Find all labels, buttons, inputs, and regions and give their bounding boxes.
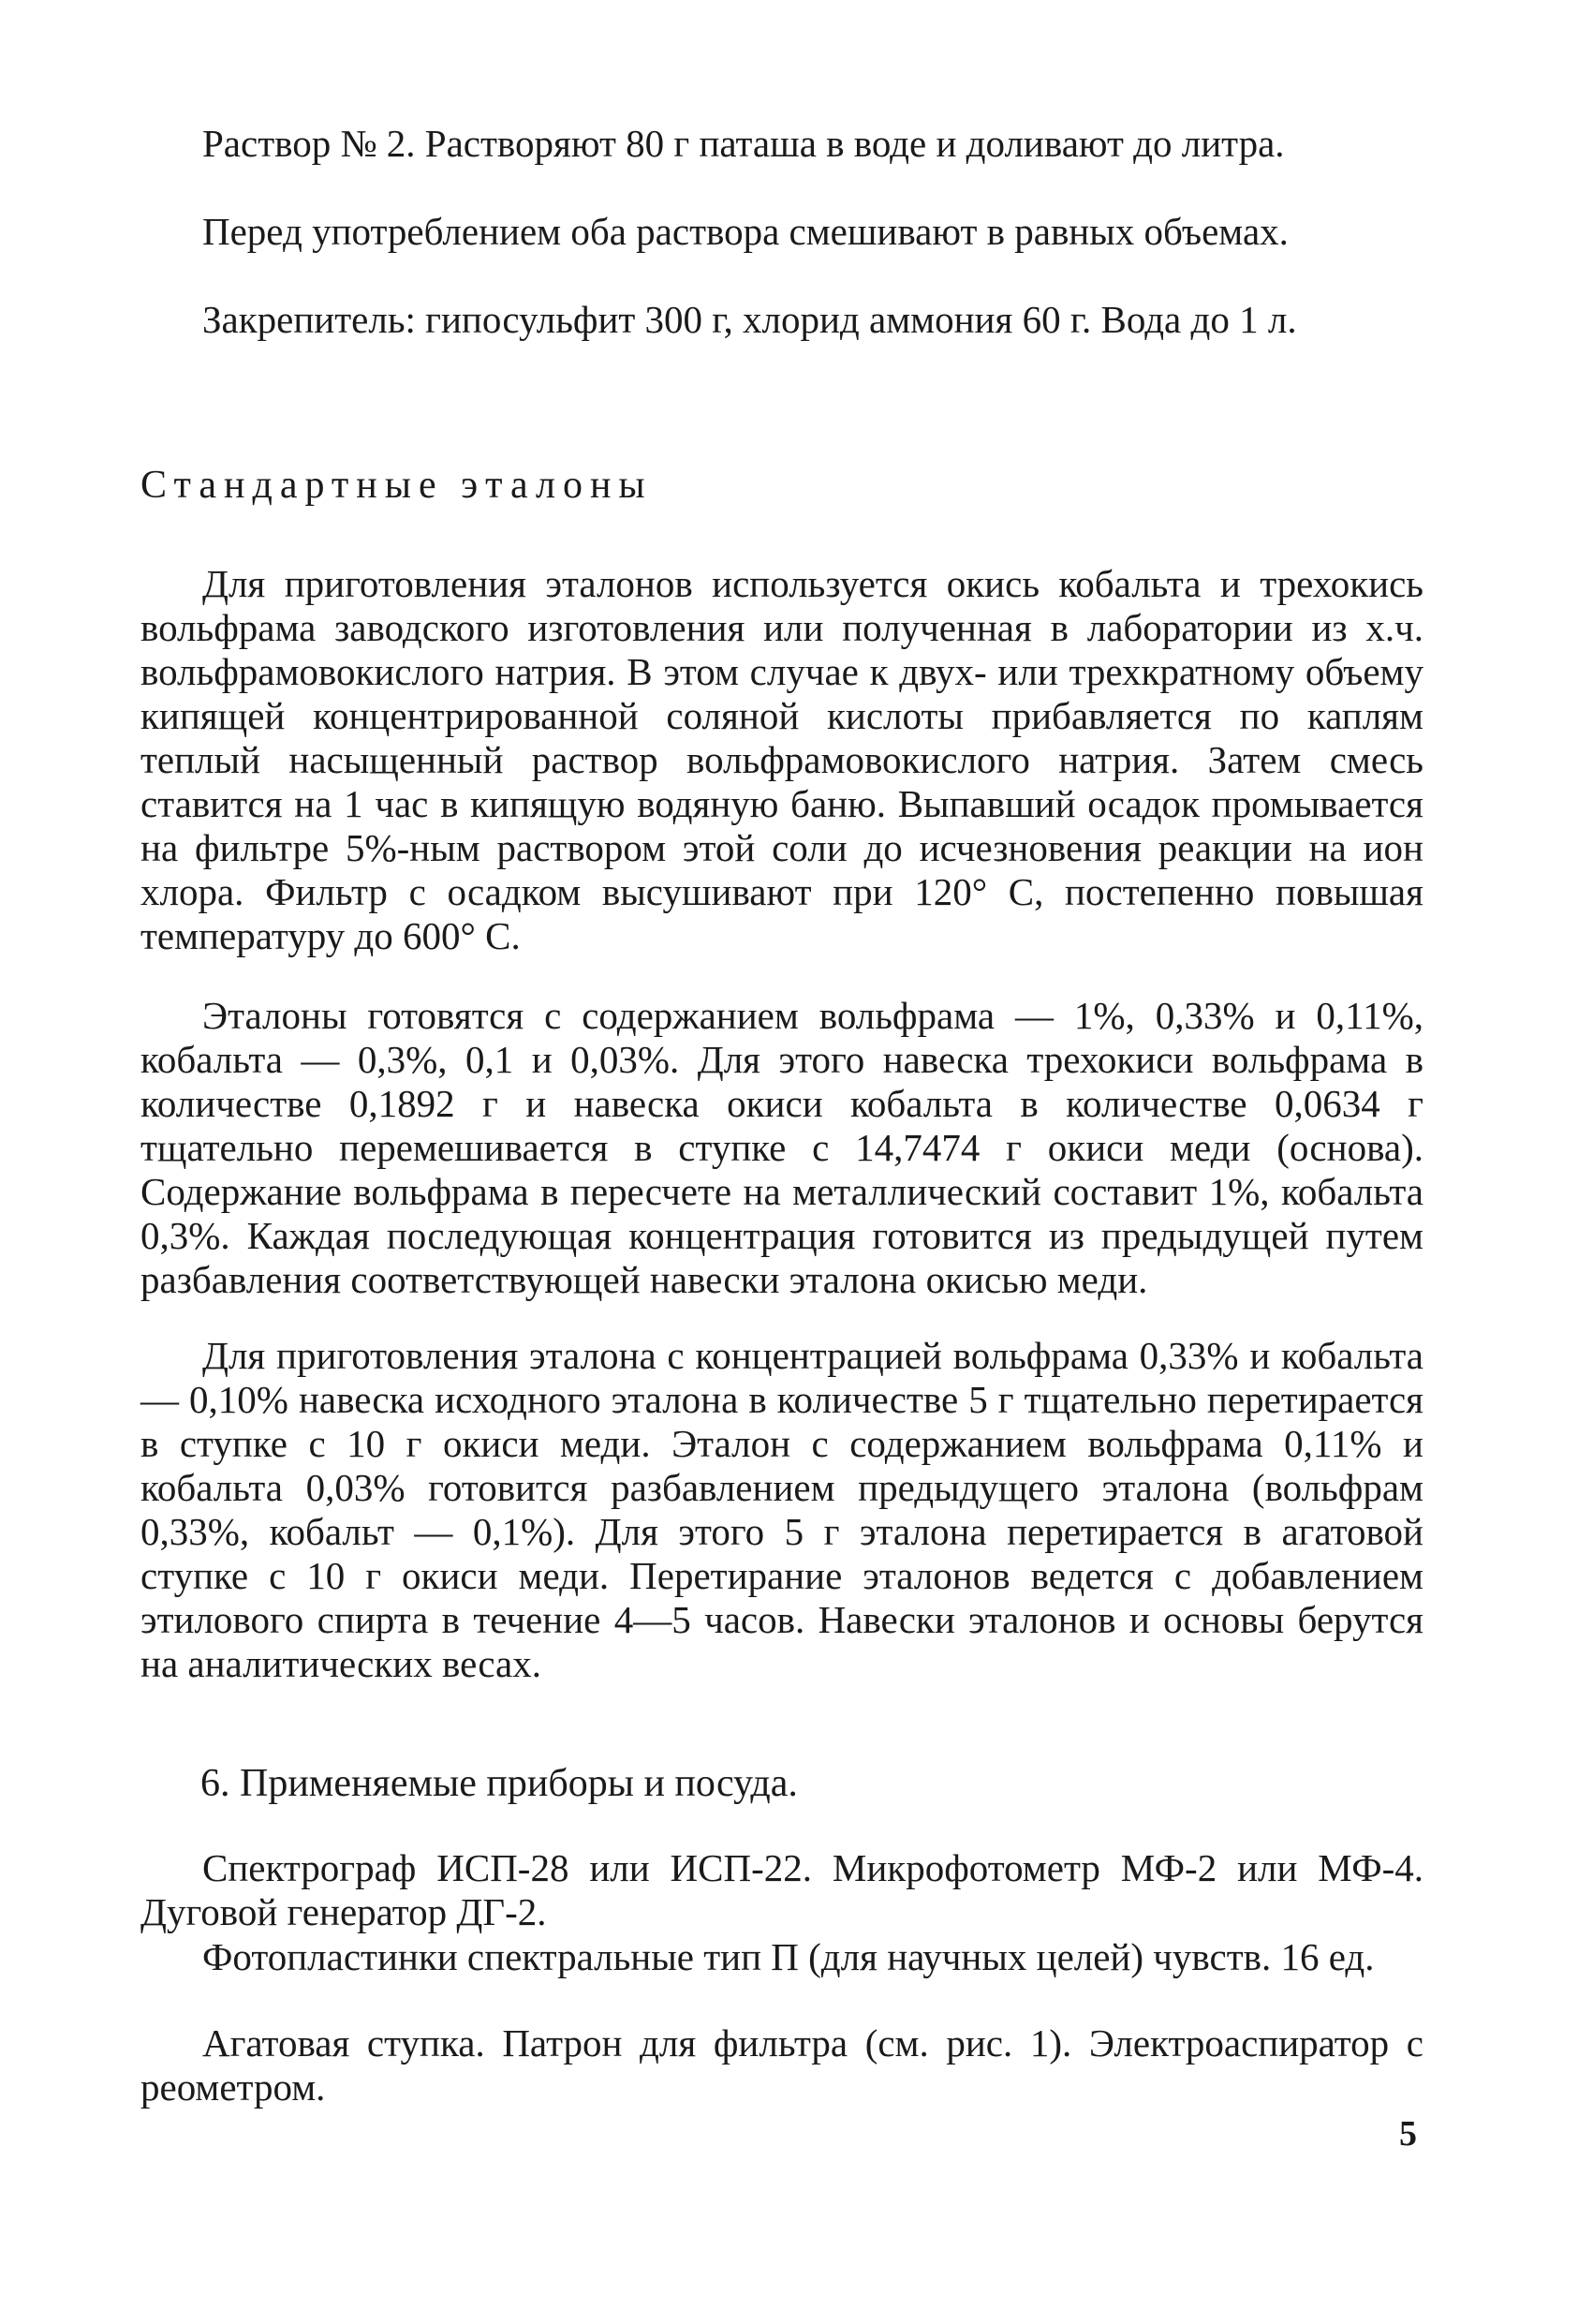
paragraph-mixing: Перед употреблением оба раствора смешивают в равных объемах. xyxy=(202,210,1289,253)
section-heading-equipment: 6. Применяемые приборы и посуда. xyxy=(200,1762,798,1805)
paragraph-fixer: Закрепитель: гипосульфит 300 г, хлорид аммония 60 г. Вода до 1 л. xyxy=(202,298,1297,341)
paragraph-equipment-instruments: Спектрограф ИСП-28 или ИСП-22. Микрофотометр МФ-2 или МФ-4. Дуговой генератор ДГ-2. xyxy=(140,1846,1423,1933)
paragraph-equipment-other: Агатовая ступка. Патрон для фильтра (см. рис. 1). Электроаспиратор с реометром. xyxy=(140,2021,1423,2109)
paragraph-standards-composition: Эталоны готовятся с содержанием вольфрама — 1%, 0,33% и 0,11%, кобальта — 0,3%, 0,1 и 0,03%. Для этого навеска трехокиси вольфрама в количестве 0,1892 г и навеска окиси кобальта в количестве 0,0634 г тщательно перемешивается в ступке с 14,7474 г окиси меди (основа). Содержание вольфрама в пересчете на металлический составит 1%, кобальта 0,3%. Каждая последующая концентрация готовится из предыдущей путем разбавления соответствующей навески эталона окисью меди. xyxy=(140,994,1423,1301)
paragraph-standards-preparation: Для приготовления эталонов используется окись кобальта и трехокись вольфрама заводского изготовления или полученная в лаборатории из х.ч. вольфрамовокислого натрия. В этом случае к двух- или трехкратному объему кипящей концентрированной соляной кислоты прибавляется по каплям теплый насыщенный раствор вольфрамовокислого натрия. Затем смесь ставится на 1 час в кипящую водяную баню. Выпавший осадок промывается на фильтре 5%-ным раствором этой соли до исчезновения реакции на ион хлора. Фильтр с осадком высушивают при 120° С, постепенно повышая температуру до 600° С. xyxy=(140,562,1423,957)
section-heading-standards: Стандартные эталоны xyxy=(140,464,653,507)
paragraph-solution-2: Раствор № 2. Растворяют 80 г паташа в воде и доливают до литра. xyxy=(202,122,1285,165)
page-number: 5 xyxy=(1399,2114,1417,2154)
paragraph-equipment-plates: Фотопластинки спектральные тип П (для научных целей) чувств. 16 ед. xyxy=(202,1935,1375,1978)
paragraph-standards-dilution: Для приготовления эталона с концентрацией вольфрама 0,33% и кобальта — 0,10% навеска исходного эталона в количестве 5 г тщательно перетирается в ступке с 10 г окиси меди. Эталон с содержанием вольфрама 0,11% и кобальта 0,03% готовится разбавлением предыдущего эталона (вольфрам 0,33%, кобальт — 0,1%). Для этого 5 г эталона перетирается в агатовой ступке с 10 г окиси меди. Перетирание эталонов ведется с добавлением этилового спирта в течение 4—5 часов. Навески эталонов и основы берутся на аналитических весах. xyxy=(140,1334,1423,1685)
